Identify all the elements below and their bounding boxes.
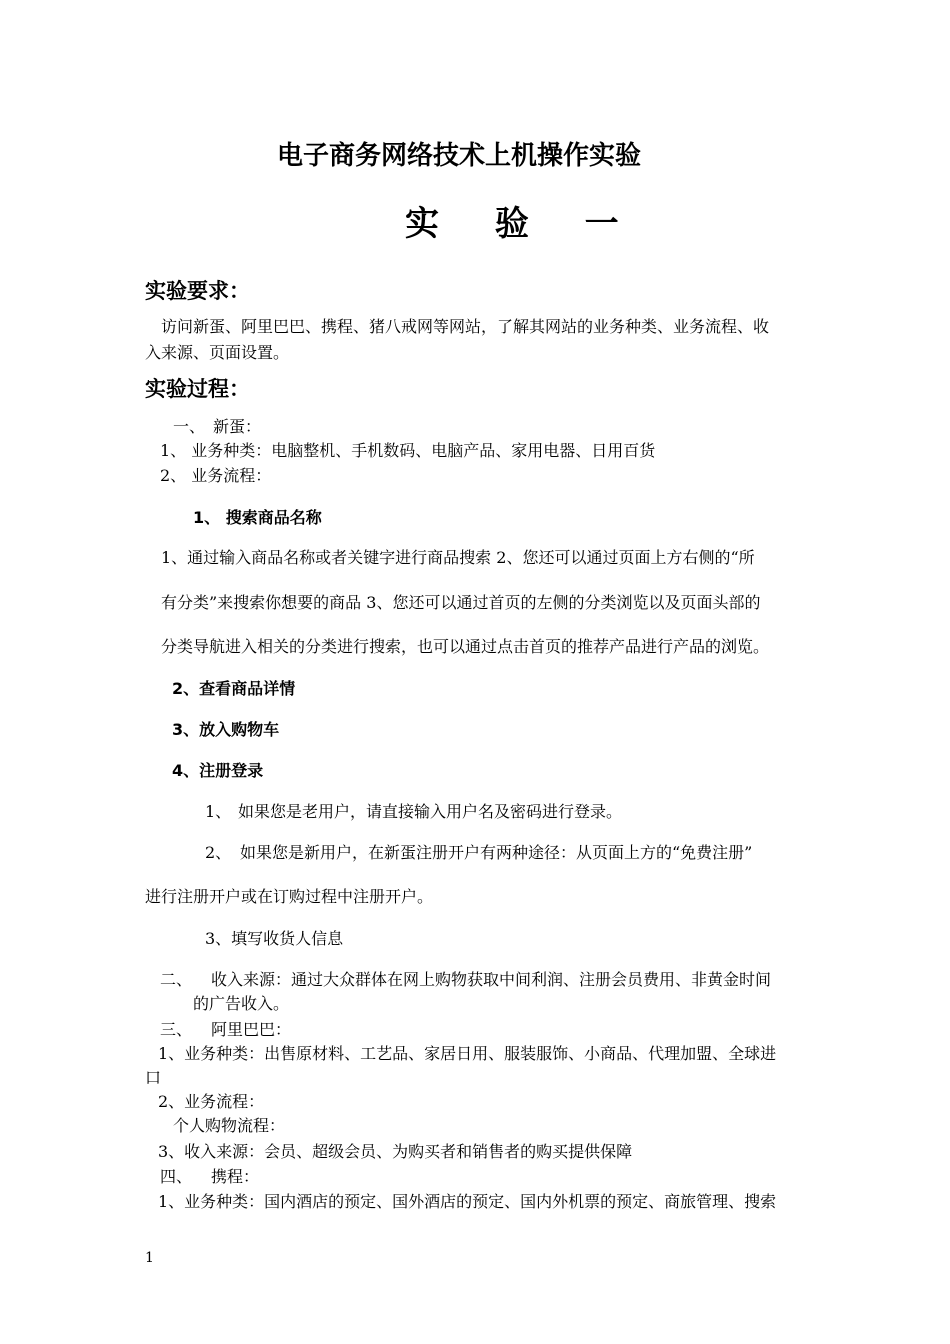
section-2-number: 二、 bbox=[160, 970, 193, 989]
login-option-2-text: 如果您是新用户，在新蛋注册开户有两种途径：从页面上方的“免费注册” bbox=[240, 843, 753, 862]
requirements-line-1: 访问新蛋、阿里巴巴、携程、猪八戒网等网站，了解其网站的业务种类、业务流程、收 bbox=[161, 317, 770, 336]
login-option-2-number: 2、 bbox=[205, 843, 232, 862]
section-4-number: 四、 bbox=[160, 1167, 193, 1186]
section-1-business-types: 1、 业务种类：电脑整机、手机数码、电脑产品、家用电器、日用百货 bbox=[160, 441, 656, 460]
requirements-line-2: 入来源、页面设置。 bbox=[145, 343, 290, 362]
step-2-heading: 2、查看商品详情 bbox=[172, 679, 296, 698]
process-heading: 实验过程： bbox=[145, 377, 250, 401]
section-1-business-process: 2、 业务流程： bbox=[160, 466, 272, 485]
step-1-line-3: 分类导航进入相关的分类进行搜索，也可以通过点击首页的推荐产品进行产品的浏览。 bbox=[161, 637, 770, 656]
section-3-number: 三、 bbox=[160, 1020, 193, 1039]
step-1-line-1: 1、通过输入商品名称或者关键字进行商品搜索 2、您还可以通过页面上方右侧的“所 bbox=[161, 548, 755, 567]
step-3-heading: 3、放入购物车 bbox=[172, 720, 280, 739]
section-2-text-line-2: 的广告收入。 bbox=[193, 994, 290, 1013]
section-3-title: 阿里巴巴： bbox=[211, 1020, 292, 1039]
login-option-2-continuation: 进行注册开户或在订购过程中注册开户。 bbox=[145, 887, 434, 906]
section-2-text-line-1: 收入来源：通过大众群体在网上购物获取中间利润、注册会员费用、非黄金时间 bbox=[211, 970, 772, 989]
section-3-business-types-continuation: 口 bbox=[145, 1068, 162, 1087]
section-3-business-process: 2、业务流程： bbox=[158, 1092, 265, 1111]
section-3-personal-shopping: 个人购物流程： bbox=[173, 1116, 286, 1135]
step-4-heading: 4、注册登录 bbox=[172, 761, 264, 780]
login-option-1-text: 如果您是老用户，请直接输入用户名及密码进行登录。 bbox=[238, 802, 623, 821]
step-1-line-2: 有分类”来搜索你想要的商品 3、您还可以通过首页的左侧的分类浏览以及页面头部的 bbox=[161, 593, 761, 612]
section-3-business-types: 1、业务种类：出售原材料、工艺品、家居日用、服装服饰、小商品、代理加盟、全球进 bbox=[158, 1044, 777, 1063]
section-3-revenue: 3、收入来源：会员、超级会员、为购买者和销售者的购买提供保障 bbox=[158, 1142, 633, 1161]
experiment-number-title: 实 验 一 bbox=[405, 204, 641, 244]
document-title: 电子商务网络技术上机操作实验 bbox=[277, 141, 642, 171]
page-number: 1 bbox=[145, 1250, 154, 1266]
section-4-title: 携程： bbox=[211, 1167, 260, 1186]
login-option-1-number: 1、 bbox=[205, 802, 232, 821]
section-1-number: 一、 bbox=[173, 417, 206, 436]
section-4-business-types: 1、业务种类：国内酒店的预定、国外酒店的预定、国内外机票的预定、商旅管理、搜索 bbox=[158, 1192, 777, 1211]
step-1-heading: 1、 搜索商品名称 bbox=[193, 508, 322, 527]
section-1-title: 新蛋： bbox=[213, 417, 262, 436]
login-option-3: 3、填写收货人信息 bbox=[205, 929, 344, 948]
requirements-heading: 实验要求： bbox=[145, 279, 250, 303]
